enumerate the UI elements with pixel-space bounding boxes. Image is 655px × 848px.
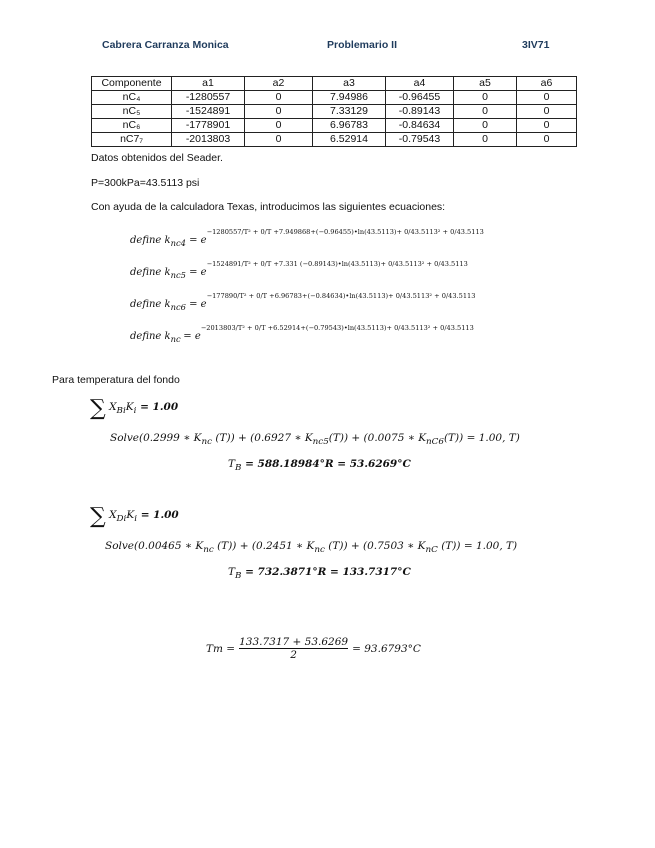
table-row [92, 105, 577, 119]
eq-sub: nc [170, 334, 184, 344]
cell: nC₅ [92, 105, 172, 119]
cell: nC₄ [92, 91, 172, 105]
eq-exp: +7.331 (−0.89143)•ln(43.5113)+ [273, 260, 386, 268]
eq-sub: nc4 [170, 238, 186, 248]
cell: -0.96455 [386, 91, 454, 105]
document-title: Problemario II [327, 39, 398, 51]
cell: nC₆ [92, 119, 172, 133]
table-row [92, 133, 577, 147]
solve-dew: Solve(0.00465 ∗ $K_{nc}$ (T)) + (0.2451 ∗ $K_{nc}$ (T)) + (0.7503 ∗ $K_{nC}$ (T)) = 1.00, T) [105, 540, 518, 556]
cell: -2013803 [172, 133, 245, 147]
author-name: Cabrera Carranza Monica [102, 39, 229, 51]
result-bottom: $T_B = 588.18984^\circ R = 53.6269^\circ C$ [228, 458, 411, 474]
col-header: a4 [386, 77, 454, 91]
eq-sub: nc5 [170, 270, 186, 280]
cell: 6.52914 [313, 133, 386, 147]
cell: 0 [454, 119, 517, 133]
eq-lhs: define k [130, 331, 171, 342]
cell: 0 [454, 91, 517, 105]
intro-line: Con ayuda de la calculadora Texas, introducimos las siguientes ecuaciones: [91, 201, 446, 213]
eq-exp: +7.949868+(−0.96455)•ln(43.5113)+ [273, 228, 403, 236]
cell: 0 [454, 105, 517, 119]
eq-num: −1280557 [206, 228, 242, 236]
component-table [91, 76, 577, 147]
col-header: a5 [454, 77, 517, 91]
eq-lhs: define k [130, 235, 171, 246]
solve-bottom: Solve(0.2999 ∗ $K_{nc}$ (T)) + (0.6927 ∗ $K_{nc5}(T)) + (0.0075$ ∗ $K_{nC6}(T)) = 1.00$, T) [110, 432, 520, 448]
cell: 0 [245, 105, 313, 119]
sigma-icon: ∑ [90, 396, 106, 421]
equation-knc4: define $k_{nc4} = e^{-1280557/T^2 + 0/T +7.949868+(-0.96455)•ln(43.5113)+ 0/43.5113^2 + 0/43.5113}$ [130, 228, 484, 248]
table-header-row [92, 77, 577, 91]
sum-dew: ∑ $X_{Di}K_i = 1.00$ [90, 504, 179, 529]
eq-exp: +6.96783+(−0.84634)•ln(43.5113)+ [269, 292, 394, 300]
eq-num: −2013803 [200, 324, 236, 332]
eq-lhs: define k [130, 267, 171, 278]
cell: 7.94986 [313, 91, 386, 105]
tm-equation [206, 636, 421, 661]
cell: -0.79543 [386, 133, 454, 147]
tm-den: 2 [239, 648, 348, 661]
tm-fraction [239, 636, 348, 661]
cell: -0.89143 [386, 105, 454, 119]
cell: 0 [517, 105, 577, 119]
cell: 0 [454, 133, 517, 147]
bottom-label: Para temperatura del fondo [52, 374, 180, 386]
cell: nC7₇ [92, 133, 172, 147]
cell: 7.33129 [313, 105, 386, 119]
table-row [92, 91, 577, 105]
result-dew: $T_B = 732.3871^\circ R = 133.7317^\circ C$ [228, 566, 411, 582]
cell: 0 [517, 133, 577, 147]
col-header: Componente [92, 77, 172, 91]
source-note: Datos obtenidos del Seader. [91, 152, 223, 164]
eq-sub: nc6 [170, 302, 186, 312]
equation-knc5: define $k_{nc5} = e^{-1524891/T^2 + 0/T +7.331 (-0.89143)•ln(43.5113)+ 0/43.5113^2 + 0/43.5113}$ [130, 260, 468, 280]
eq-num: −177890 [206, 292, 238, 300]
eq-lhs: define k [130, 299, 171, 310]
cell: 0 [245, 91, 313, 105]
col-header: a6 [517, 77, 577, 91]
cell: -1524891 [172, 105, 245, 119]
pressure-line: P=300kPa=43.5113 psi [91, 177, 200, 189]
cell: -0.84634 [386, 119, 454, 133]
cell: 0 [517, 91, 577, 105]
tm-rhs: = 93.6793°C [352, 642, 421, 655]
cell: 6.96783 [313, 119, 386, 133]
table-row [92, 119, 577, 133]
cell: -1778901 [172, 119, 245, 133]
cell: 0 [517, 119, 577, 133]
col-header: a1 [172, 77, 245, 91]
cell: 0 [245, 133, 313, 147]
tm-num: 133.7317 + 53.6269 [239, 636, 349, 648]
cell: -1280557 [172, 91, 245, 105]
col-header: a3 [313, 77, 386, 91]
col-header: a2 [245, 77, 313, 91]
group-code: 3IV71 [522, 39, 550, 51]
equation-knc7: define $k_{nc} = e^{-2013803/T^2 + 0/T +6.52914+(-0.79543)•ln(43.5113)+ 0/43.5113^2 + 0/43.5113}$ [130, 324, 474, 344]
sigma-icon: ∑ [90, 504, 106, 529]
eq-exp: +6.52914+(−0.79543)•ln(43.5113)+ [267, 324, 392, 332]
cell: 0 [245, 119, 313, 133]
eq-num: −1524891 [206, 260, 242, 268]
sum-bottom: ∑ $X_{Bi}K_i = 1.00$ [90, 396, 179, 421]
tm-lhs: Tm = [206, 642, 236, 655]
equation-knc6: define $k_{nc6} = e^{-177890/T^2 + 0/T +6.96783+(-0.84634)•ln(43.5113)+ 0/43.5113^2 + 0/43.5113}$ [130, 292, 476, 312]
